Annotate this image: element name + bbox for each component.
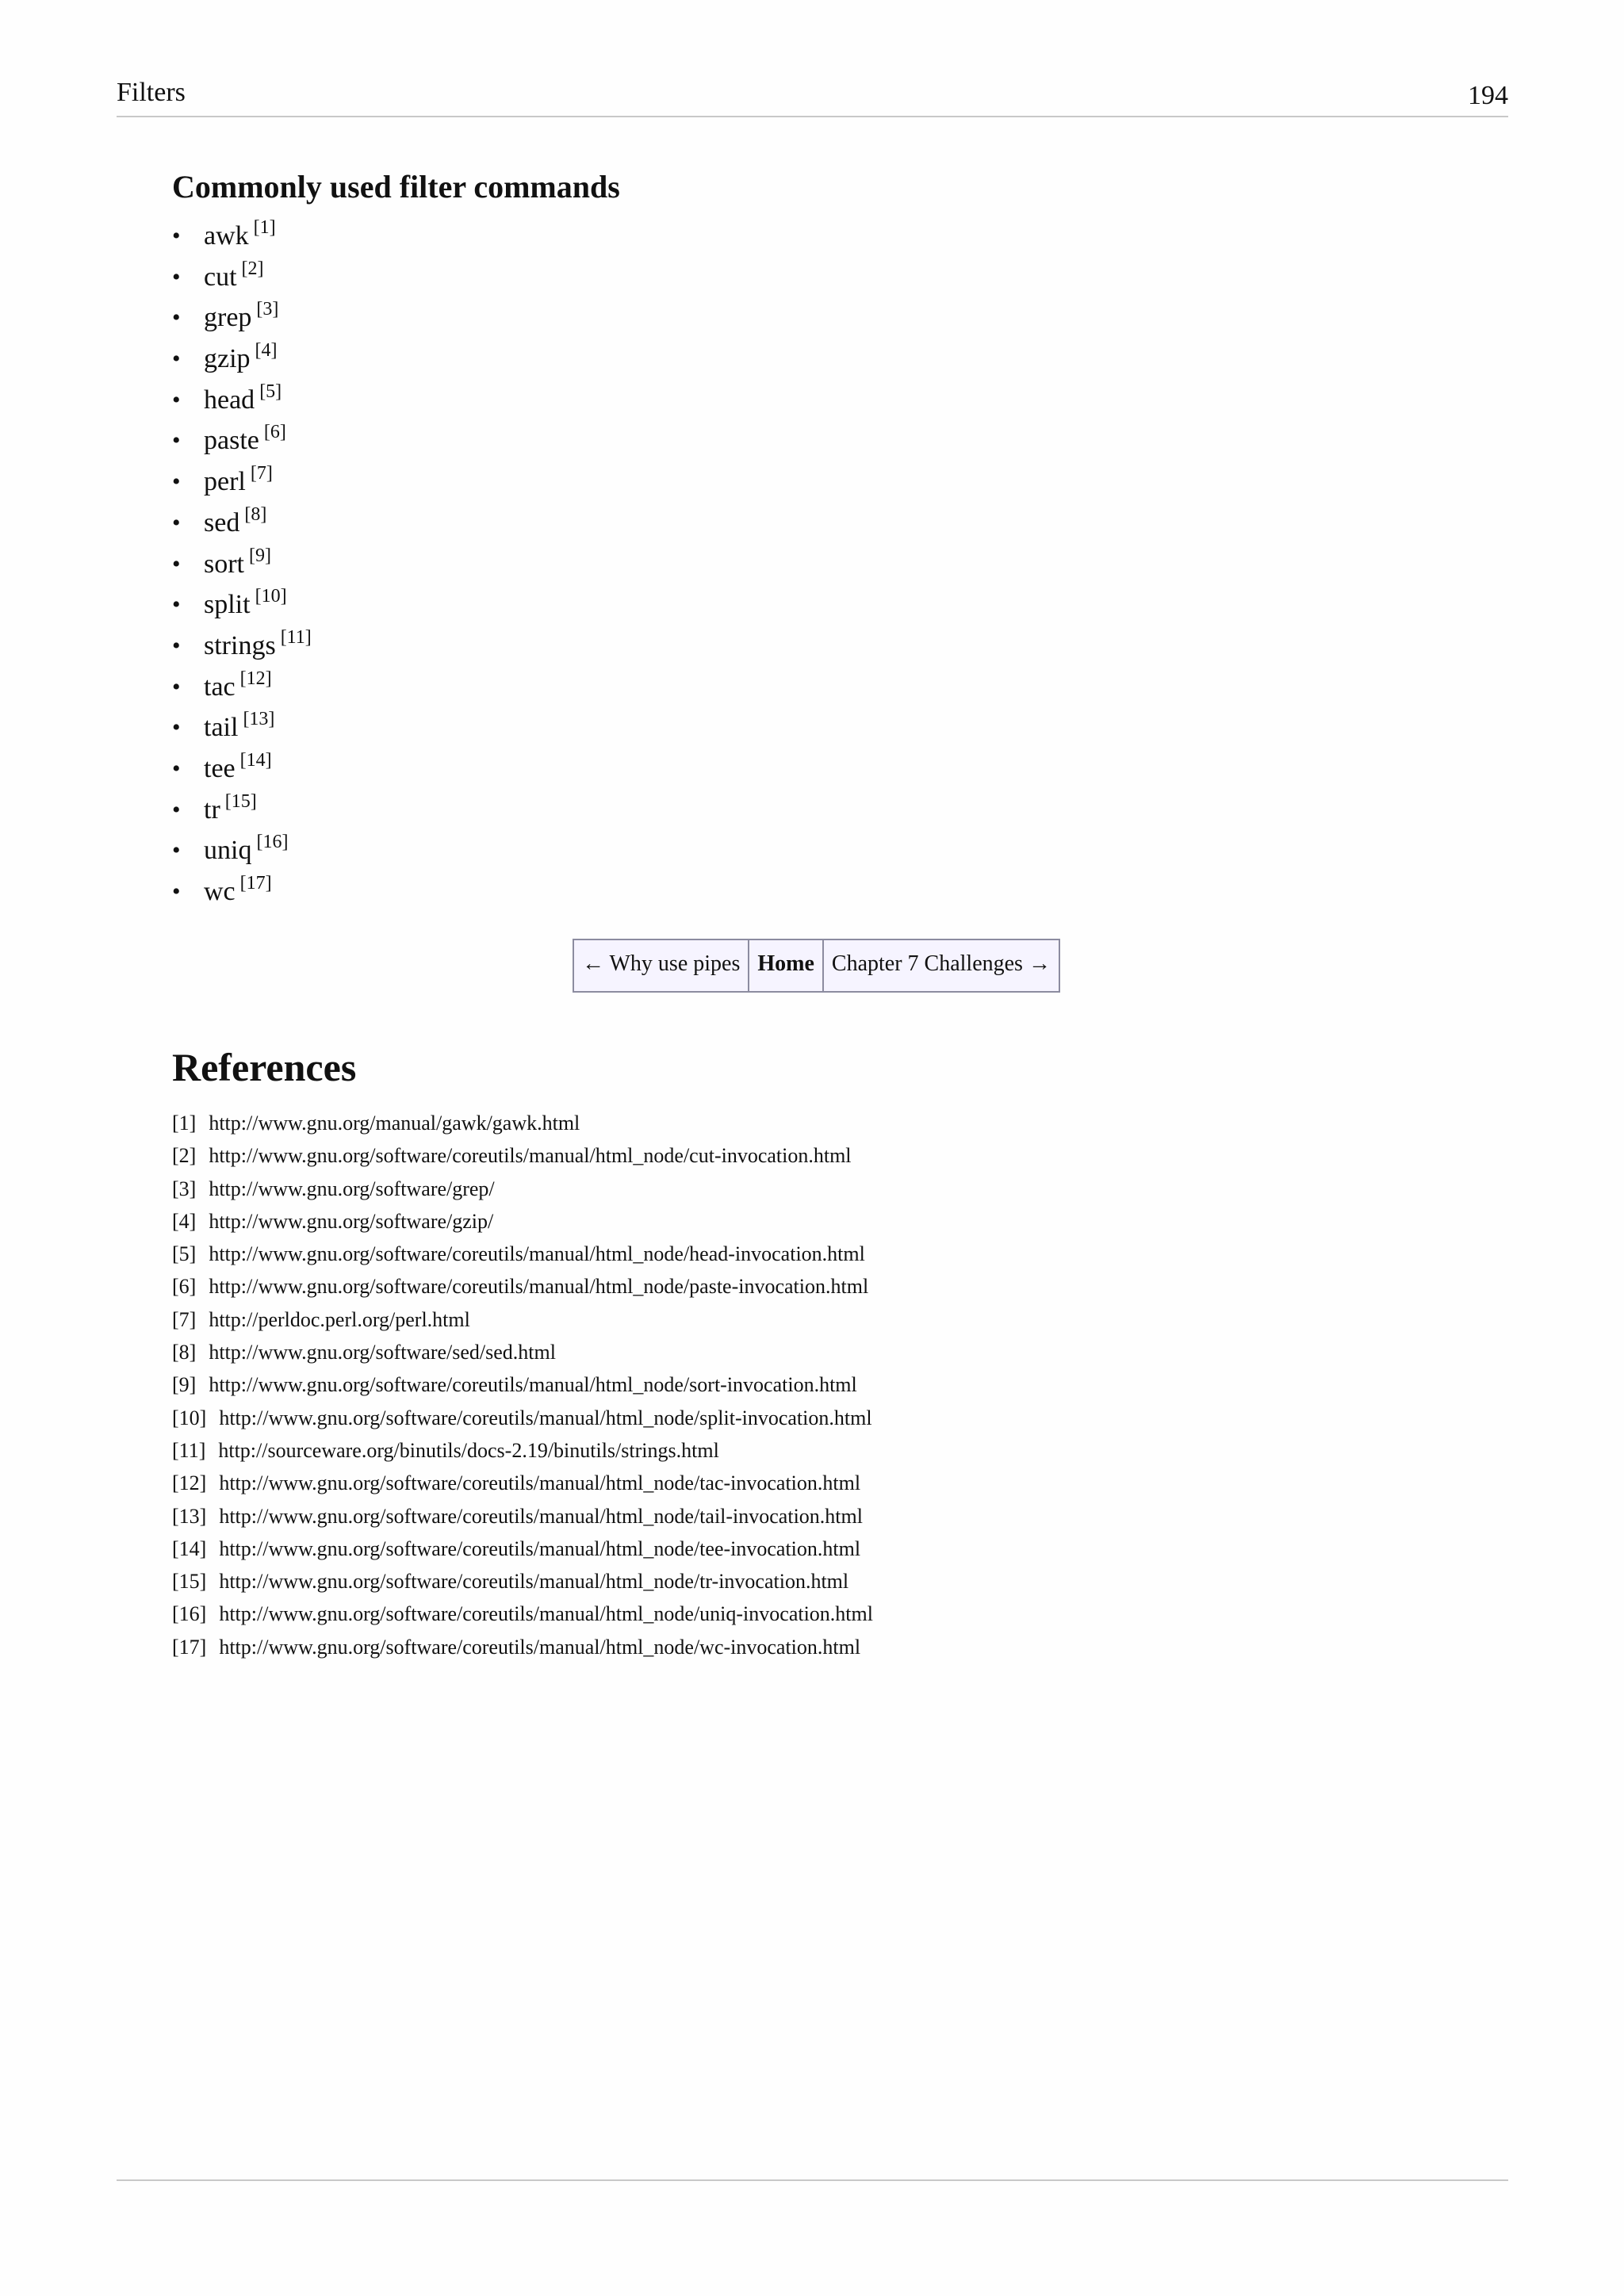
reference-url[interactable]: http://www.gnu.org/software/gzip/ <box>209 1209 494 1233</box>
list-item <box>172 339 1504 380</box>
command-name: paste <box>204 426 259 456</box>
references-heading: References <box>172 1045 357 1089</box>
reference-url[interactable]: http://www.gnu.org/software/coreutils/manual/html_node/cut-invocation.html <box>209 1144 852 1168</box>
ref-link[interactable]: [3] <box>256 299 279 320</box>
home-link[interactable]: Home <box>749 940 824 991</box>
reference-item <box>172 1565 1504 1598</box>
reference-list <box>172 1107 1504 1663</box>
reference-item <box>172 1402 1504 1434</box>
reference-item <box>172 1598 1504 1630</box>
reference-item <box>172 1238 1504 1270</box>
next-page-link[interactable]: Chapter 7 Challenges → <box>831 951 1051 976</box>
list-item <box>172 544 1504 585</box>
page-number: 194 <box>1468 81 1508 110</box>
reference-number: [13] <box>172 1504 207 1528</box>
bullet: • <box>172 386 181 413</box>
bullet: • <box>172 673 181 700</box>
reference-url[interactable]: http://perldoc.perl.org/perl.html <box>209 1307 470 1331</box>
reference-item <box>172 1467 1504 1499</box>
ref-link[interactable]: [13] <box>243 709 275 730</box>
ref-link[interactable]: [7] <box>250 463 273 484</box>
reference-number: [2] <box>172 1144 197 1168</box>
command-name: sed <box>204 507 240 538</box>
command-name: grep <box>204 303 252 333</box>
list-item <box>172 257 1504 298</box>
ref-link[interactable]: [5] <box>259 381 282 402</box>
command-name: split <box>204 590 251 620</box>
reference-item <box>172 1139 1504 1172</box>
reference-item <box>172 1270 1504 1303</box>
list-item <box>172 216 1504 257</box>
reference-number: [6] <box>172 1275 197 1299</box>
list-item <box>172 707 1504 748</box>
bullet: • <box>172 591 181 618</box>
list-item <box>172 667 1504 708</box>
list-item <box>172 871 1504 913</box>
reference-url[interactable]: http://www.gnu.org/software/coreutils/manual/html_node/tac-invocation.html <box>219 1471 861 1495</box>
references-section <box>172 1039 1504 1663</box>
reference-number: [14] <box>172 1536 207 1560</box>
reference-number: [5] <box>172 1242 197 1266</box>
running-section-title: Filters <box>117 78 186 107</box>
ref-link[interactable]: [1] <box>253 217 276 238</box>
reference-item <box>172 1500 1504 1533</box>
reference-item <box>172 1533 1504 1565</box>
ref-link[interactable]: [16] <box>256 832 289 853</box>
list-item <box>172 790 1504 831</box>
bullet: • <box>172 509 181 536</box>
reference-number: [12] <box>172 1471 207 1495</box>
command-name: uniq <box>204 836 252 866</box>
ref-link[interactable]: [8] <box>244 503 267 525</box>
footer-divider <box>117 2179 1508 2181</box>
bullet: • <box>172 878 181 905</box>
reference-url[interactable]: http://www.gnu.org/software/coreutils/manual/html_node/tail-invocation.html <box>219 1504 863 1528</box>
reference-item <box>172 1368 1504 1401</box>
bullet: • <box>172 469 181 496</box>
command-name: tail <box>204 713 239 743</box>
command-name: perl <box>204 467 246 497</box>
ref-link[interactable]: [4] <box>255 340 278 362</box>
command-name: wc <box>204 877 236 906</box>
list-item <box>172 626 1504 667</box>
list-item <box>172 584 1504 626</box>
reference-number: [17] <box>172 1635 207 1659</box>
bullet: • <box>172 550 181 577</box>
bullet: • <box>172 346 181 373</box>
bullet: • <box>172 223 181 249</box>
ref-link[interactable]: [11] <box>280 626 312 648</box>
command-name: tac <box>204 672 236 702</box>
command-name: tee <box>204 753 236 783</box>
bullet: • <box>172 837 181 864</box>
bullet: • <box>172 755 181 782</box>
list-item <box>172 748 1504 790</box>
reference-url[interactable]: http://www.gnu.org/software/coreutils/manual/html_node/split-invocation.html <box>219 1406 872 1429</box>
reference-url[interactable]: http://www.gnu.org/software/coreutils/manual/html_node/head-invocation.html <box>209 1242 865 1266</box>
reference-item <box>172 1631 1504 1663</box>
reference-url[interactable]: http://sourceware.org/binutils/docs-2.19/binutils/strings.html <box>218 1438 719 1462</box>
bullet: • <box>172 304 181 331</box>
reference-item <box>172 1303 1504 1336</box>
ref-link[interactable]: [15] <box>224 790 257 812</box>
command-name: gzip <box>204 344 251 374</box>
command-name: head <box>204 385 255 415</box>
reference-number: [4] <box>172 1209 197 1233</box>
ref-link[interactable]: [17] <box>239 873 272 894</box>
list-item <box>172 297 1504 339</box>
reference-url[interactable]: http://www.gnu.org/software/coreutils/manual/html_node/paste-invocation.html <box>209 1275 869 1299</box>
ref-link[interactable]: [14] <box>239 749 272 771</box>
command-list <box>172 216 1504 913</box>
reference-item <box>172 1107 1504 1139</box>
reference-number: [16] <box>172 1602 207 1626</box>
ref-link[interactable]: [2] <box>241 258 264 279</box>
reference-url[interactable]: http://www.gnu.org/software/coreutils/manual/html_node/tr-invocation.html <box>219 1570 849 1594</box>
reference-item <box>172 1434 1504 1467</box>
reference-number: [8] <box>172 1341 197 1364</box>
list-item <box>172 830 1504 871</box>
reference-number: [9] <box>172 1373 197 1397</box>
commands-section <box>172 165 1504 913</box>
bullet: • <box>172 427 181 454</box>
reference-item <box>172 1205 1504 1238</box>
bullet: • <box>172 263 181 290</box>
reference-item <box>172 1336 1504 1368</box>
ref-link[interactable]: [10] <box>255 586 287 607</box>
bullet: • <box>172 796 181 823</box>
command-name: strings <box>204 630 276 660</box>
chapter-navigation <box>573 939 1060 993</box>
bullet: • <box>172 632 181 659</box>
reference-url[interactable]: http://www.gnu.org/software/coreutils/manual/html_node/sort-invocation.html <box>209 1373 857 1397</box>
reference-url[interactable]: http://www.gnu.org/software/coreutils/manual/html_node/tee-invocation.html <box>219 1536 861 1560</box>
prev-page-link[interactable]: ← Why use pipes <box>574 940 749 991</box>
reference-url[interactable]: http://www.gnu.org/software/coreutils/manual/html_node/wc-invocation.html <box>219 1635 861 1659</box>
list-item <box>172 461 1504 503</box>
bullet: • <box>172 714 181 741</box>
reference-url[interactable]: http://www.gnu.org/manual/gawk/gawk.html <box>209 1112 580 1135</box>
command-name: cut <box>204 262 237 292</box>
reference-item <box>172 1173 1504 1205</box>
reference-url[interactable]: http://www.gnu.org/software/grep/ <box>209 1177 495 1200</box>
reference-number: [15] <box>172 1570 207 1594</box>
list-item <box>172 420 1504 461</box>
command-name: tr <box>204 794 220 825</box>
list-item <box>172 380 1504 421</box>
reference-number: [7] <box>172 1307 197 1331</box>
reference-url[interactable]: http://www.gnu.org/software/coreutils/manual/html_node/uniq-invocation.html <box>219 1602 873 1626</box>
page-header <box>117 76 1508 117</box>
command-name: sort <box>204 549 244 579</box>
reference-number: [10] <box>172 1406 207 1429</box>
reference-number: [3] <box>172 1177 197 1200</box>
list-item <box>172 503 1504 544</box>
ref-link[interactable]: [12] <box>239 668 272 689</box>
section-heading: Commonly used filter commands <box>172 169 620 205</box>
reference-number: [11] <box>172 1438 206 1462</box>
ref-link[interactable]: [6] <box>263 422 286 443</box>
reference-url[interactable]: http://www.gnu.org/software/sed/sed.html <box>209 1341 556 1364</box>
command-name: awk <box>204 221 249 251</box>
ref-link[interactable]: [9] <box>249 545 271 566</box>
reference-number: [1] <box>172 1112 197 1135</box>
